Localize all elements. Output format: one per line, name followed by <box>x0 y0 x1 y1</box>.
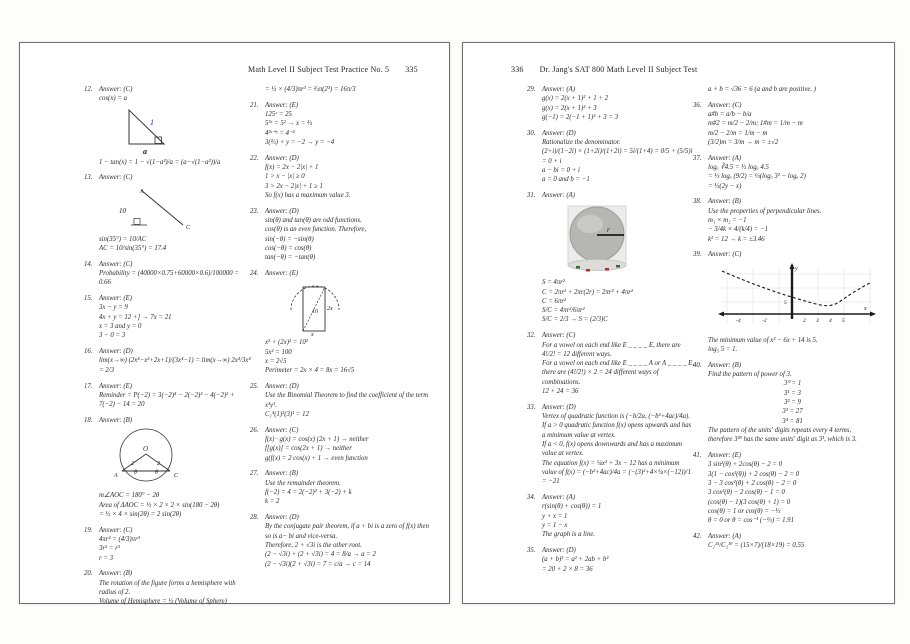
svg-text:A: A <box>114 473 118 480</box>
solution-line: Answer: (E) <box>99 382 133 390</box>
solution-line: m#2 = m/2 − 2/m; 1#m = 1/m − m <box>708 120 803 128</box>
answer-item <box>84 173 252 253</box>
solution-line: 5x² = 100 <box>265 348 292 356</box>
svg-text:a: a <box>143 146 147 156</box>
answer-item <box>693 197 877 243</box>
solution-line: Answer: (B) <box>99 570 133 578</box>
left-page <box>19 42 450 604</box>
solution-body <box>265 269 434 375</box>
item-number: 21. <box>250 101 259 109</box>
answer-item <box>84 526 252 563</box>
solution-line: Answer: (C) <box>99 86 133 93</box>
solution-line: C = 2πr² + 2πr(2r) = 2πr² + 4πr² <box>542 288 633 296</box>
answer-item <box>84 347 252 375</box>
solution-line: The rotation of the figure forms a hemisphere with radius of 2. <box>99 579 236 596</box>
solution-line: r(sin(θ) + cos(θ)) = 1 <box>542 503 602 511</box>
solution-line: 3r² = r³ <box>99 545 120 553</box>
solution-line: Volume of Hemisphere = ½ (Volume of Sphere) <box>99 598 227 606</box>
solution-body <box>265 426 434 463</box>
answer-item <box>84 294 252 340</box>
answer-item <box>527 403 695 487</box>
solution-line: 3 − 3 cos²(θ) + 2 cos(θ) − 2 = 0 <box>708 479 797 487</box>
solution-body <box>708 250 877 354</box>
right-header-title: Dr. Jang's SAT 800 Math Level II Subject Test <box>539 65 698 74</box>
solution-line: a = 0 and b = −1 <box>542 176 590 184</box>
solution-body <box>708 451 877 525</box>
answer-item <box>527 493 695 539</box>
svg-text:C: C <box>186 224 191 231</box>
solution-line: x² + (2x)² = 10² <box>265 339 308 347</box>
item-number <box>250 85 265 94</box>
solution-line: Answer: (A) <box>708 532 742 540</box>
solution-line: cos(−θ) = cos(θ) <box>265 244 312 252</box>
item-number: 24. <box>250 270 259 278</box>
solution-line: f(−2) = 4 = 2(−2)² + 3(−2) + k <box>265 489 352 496</box>
solution-line: If a < 0, f(x) opens downwards and has a maximum value at vertex. <box>542 441 683 458</box>
answer-item <box>250 382 434 419</box>
item-number: 38. <box>693 198 702 206</box>
answer-item <box>84 416 252 519</box>
solution-line: Answer: (C) <box>99 260 133 268</box>
solution-line: a − bi = 0 + i <box>542 166 580 174</box>
svg-text:A: A <box>140 188 144 195</box>
item-number: 15. <box>84 295 93 303</box>
circletriangle-figure <box>107 427 252 489</box>
solution-line: The graph is a line. <box>542 531 596 539</box>
solution-line: 3 > 2x − 2|x| + 1 ≥ 1 <box>265 182 323 190</box>
solution-body <box>542 546 695 574</box>
solution-body <box>99 85 252 167</box>
solution-line: logₐ ∛4.5 = ⅓ logₐ 4.5 <box>708 164 769 172</box>
solution-line: Answer: (D) <box>265 207 299 215</box>
solution-line: lim(x→∞) (2x⁴−x²+2x+1)/(3x⁴−1) = lim(x→∞) 2x⁴/3x⁴ = 2/3 <box>99 357 251 374</box>
item-number: 28. <box>250 514 259 522</box>
solution-line: Answer: (E) <box>708 452 742 460</box>
answer-item <box>84 85 252 167</box>
svg-text:y: y <box>795 265 798 272</box>
solution-line: Answer: (B) <box>265 470 299 478</box>
solution-line: Answer: (C) <box>542 332 576 340</box>
solution-body <box>708 85 877 94</box>
solution-line: = 20 + 2 × 8 = 36 <box>542 565 593 573</box>
solution-line: Answer: (C) <box>99 526 133 534</box>
answer-item <box>250 269 434 375</box>
solution-body <box>542 493 695 539</box>
solution-line: = ⅓(2y − x) <box>708 182 742 190</box>
solution-line: Therefore, 2 + √3i is the other root. <box>265 541 362 549</box>
solution-line: a#b = a/b − b/a <box>708 111 752 119</box>
solution-body <box>265 513 434 569</box>
solution-body <box>99 382 252 410</box>
right-page <box>462 42 895 604</box>
solution-line: The minimum value of x² − 6x + 14 is 5. <box>708 336 818 344</box>
solution-body <box>99 526 252 563</box>
answer-item <box>693 451 877 525</box>
svg-text:2: 2 <box>803 317 806 324</box>
answer-item <box>693 250 877 354</box>
solution-line: m∠AOC = 180° − 2θ <box>99 492 160 500</box>
left-header-title: Math Level II Subject Test Practice No. 5 <box>248 65 390 74</box>
solution-line: r = 3 <box>99 554 114 562</box>
solution-line: Answer: (D) <box>542 546 576 554</box>
item-number: 14. <box>84 260 93 268</box>
graph-figure <box>716 262 877 334</box>
solution-line: k = 2 <box>265 498 280 506</box>
solution-body <box>99 294 252 340</box>
svg-text:5: 5 <box>784 299 787 306</box>
solution-line: C = 6πr² <box>542 297 567 305</box>
answer-item <box>250 207 434 263</box>
solution-line: g(−1) = 2(−1 + 1)² + 3 = 3 <box>542 113 618 121</box>
answer-item <box>250 154 434 200</box>
solution-line: Vertex of quadratic function is (−b/2a, (−b²+4ac)/4a). <box>542 413 690 421</box>
solution-body <box>265 207 434 263</box>
svg-text:-2: -2 <box>762 317 767 324</box>
solution-body <box>542 85 695 122</box>
solution-line: cos(θ) is an even function. Therefore, <box>265 226 367 234</box>
item-number: 22. <box>250 154 259 162</box>
solution-line: Answer: (A) <box>708 154 742 162</box>
solution-line: g(x) = 2(x + 1)² + 3 <box>542 104 597 112</box>
solution-line: By the conjugate pair theorem, if a + bi is a zero of f(x) then so is a− bi and vice-versa. <box>265 523 429 540</box>
svg-text:C: C <box>174 473 179 480</box>
solution-line: = ½ × (4/3)πr³ = ⅔π(2³) = 16π/3 <box>265 86 356 93</box>
item-number: 36. <box>693 101 702 109</box>
solution-line: So f(x) has a maximum value 3. <box>265 191 351 199</box>
solution-line: Reminder = P(−2) = 3(−2)⁴ − 2(−2)³ − 4(−2)² + 7(−2) − 14 = 20 <box>99 391 235 409</box>
solution-line: y = 1 − x <box>542 521 568 529</box>
solution-line: Answer: (B) <box>708 198 742 206</box>
solution-line: S = 4πr² <box>542 279 565 287</box>
solution-line: (3/2)m = 3/m → m = ±√2 <box>708 138 779 146</box>
item-number: 29. <box>527 86 536 93</box>
solution-body <box>265 382 434 419</box>
svg-text:r: r <box>607 226 610 235</box>
item-number: 41. <box>693 452 702 460</box>
solution-body <box>542 191 695 325</box>
answer-item <box>84 260 252 288</box>
solution-line: 5³ˣ = 5² → x = ⅔ <box>265 120 313 128</box>
sphere-figure <box>550 202 695 276</box>
solution-line: Answer: (C) <box>708 101 742 109</box>
solution-line: Answer: (C) <box>265 426 299 434</box>
solution-line: 3(⅔) + y = −2 → y = −4 <box>265 138 335 146</box>
item-number: 34. <box>527 494 536 501</box>
solution-body <box>708 197 877 243</box>
circlerect-figure <box>273 280 434 336</box>
solution-line: Answer: (C) <box>708 251 742 259</box>
svg-text:2: 2 <box>131 461 134 468</box>
solution-body <box>542 331 695 396</box>
answer-item <box>693 154 877 191</box>
solution-line: Answer: (D) <box>542 403 576 411</box>
svg-text:-4: -4 <box>736 317 741 324</box>
solution-line: 4x + y = 12 +] → 7x = 21 <box>99 313 172 321</box>
svg-text:x: x <box>311 332 314 337</box>
solution-line: (2 − √3i) + (2 + √3i) = 4 = 8/a → a = 2 <box>265 551 376 559</box>
solution-line: Answer: (A) <box>542 494 576 501</box>
solution-line: Area of ΔAOC = ½ × 2 × 2 × sin(180 − 2θ) <box>99 501 220 509</box>
solution-line: Use the properties of perpendicular lines. <box>708 207 822 215</box>
solution-line: The pattern of the units' digits repeats every 4 terms, therefore 3²⁹ has the same units' digit as 3¹, which is 3. <box>708 426 857 444</box>
item-number: 20. <box>84 570 93 578</box>
solution-line: 3 − 0 = 3 <box>99 332 126 340</box>
answer-continuation <box>693 85 877 94</box>
solution-line: 3³ = 27 <box>782 408 803 416</box>
solution-line: (cos(θ) − 1)(3 cos(θ) + 1) = 0 <box>708 498 791 506</box>
right-page-number: 336 <box>511 65 524 74</box>
item-number: 23. <box>250 207 259 215</box>
answer-item <box>250 469 434 506</box>
triangle-figure <box>107 106 252 156</box>
solution-line: 3(1 − cos²(θ)) + 2 cos(θ) − 2 = 0 <box>708 470 800 478</box>
solution-line: sin(θ) and tan(θ) are odd functions. <box>265 217 362 225</box>
item-number: 16. <box>84 348 93 356</box>
answer-item <box>527 331 695 396</box>
item-number: 35. <box>527 546 536 554</box>
solution-line: Answer: (A) <box>542 191 576 199</box>
solution-line: Answer: (D) <box>99 348 133 356</box>
solution-line: 1 > x − |x| ≥ 0 <box>265 173 305 181</box>
solution-line: (a + b)² = a² + 2ab + b² <box>542 556 609 564</box>
solution-line: Answer: (B) <box>708 361 742 369</box>
solution-line: 3⁰ = 1 <box>783 380 802 388</box>
solution-body <box>99 416 252 519</box>
solution-body <box>99 260 252 288</box>
solution-line: For a vowel on each end like E _ _ _ _ E, there are 4!/2! = 12 different ways. <box>542 341 681 358</box>
solution-line: cos(x) = a <box>99 95 127 103</box>
solution-line: 3⁴ = 81 <box>782 417 803 425</box>
solution-line: For a vowel on each end like E _ _ _ _ A or A _ _ _ _ E, there are (4!/2!) × 2 = 24 different ways of combinations. <box>542 360 695 386</box>
solution-line: C₂¹⁵/C₂¹⁹ = (15×7)/(18×19) = 0.55 <box>708 542 805 550</box>
solution-body <box>265 154 434 200</box>
solution-line: θ = 0 or θ = cos⁻¹ (−⅓) = 1.91 <box>708 517 794 525</box>
solution-line: Answer: (D) <box>265 514 299 522</box>
item-number: 27. <box>250 470 259 478</box>
solution-line: 3 sin²(θ) + 2cos(θ) − 2 = 0 <box>708 461 783 469</box>
item-number: 31. <box>527 191 536 199</box>
solution-line: f(x) = 2x − 2|x| + 1 <box>265 164 319 172</box>
item-number <box>693 85 708 94</box>
solution-line: = ⅓ logₐ (9/2) = ⅓(logₐ 3² − logₐ 2) <box>708 173 806 181</box>
svg-text:10: 10 <box>312 309 318 316</box>
solution-line: Find the pattern of power of 3. <box>708 371 792 379</box>
svg-text:O: O <box>143 445 149 454</box>
solution-line: 125ˣ = 25 <box>265 111 292 119</box>
solution-line: Answer: (C) <box>99 174 133 182</box>
answer-item <box>527 85 695 122</box>
item-number: 26. <box>250 426 259 434</box>
answer-item <box>527 129 695 185</box>
solution-body <box>708 154 877 191</box>
solution-line: Use the remainder theorem. <box>265 479 341 487</box>
solution-line: (2+i)/(1−2i) × (1+2i)/(1+2i) = 5i/(1+4) = 0/5 + (5/5)i = 0 + i <box>542 148 693 165</box>
solution-line: Answer: (D) <box>265 383 299 391</box>
solution-body <box>708 532 877 551</box>
solution-line: Answer: (B) <box>99 416 133 424</box>
solution-line: 4πr² = (4/3)πr³ <box>99 535 140 543</box>
solution-line: g(f(x) = 2 cos(x) + 1 → even function <box>265 454 368 462</box>
svg-text:θ: θ <box>155 470 158 477</box>
solution-body <box>542 403 695 487</box>
answer-item <box>250 426 434 463</box>
solution-line: m/2 − 2/m = 1/m − m <box>708 129 768 137</box>
solution-line: Answer: (D) <box>265 154 299 162</box>
right-page-column-1 <box>527 85 695 580</box>
solution-line: Answer: (E) <box>99 295 133 303</box>
solution-body <box>542 129 695 185</box>
svg-text:2x: 2x <box>327 306 333 313</box>
solution-line: 3¹ = 3 <box>784 389 801 397</box>
solution-line: Rationalize the denominator. <box>542 138 621 146</box>
right-page-header <box>511 65 697 74</box>
solution-line: f[g(x)] = cos(2x + 1) → neither <box>265 445 352 453</box>
item-number: 17. <box>84 382 93 390</box>
answer-item <box>527 191 695 325</box>
right-page-column-2 <box>693 85 877 557</box>
answer-item <box>250 101 434 147</box>
item-number: 32. <box>527 332 536 340</box>
solution-line: sin(35°) = 10/AC <box>99 235 147 243</box>
solution-line: f(x) · g(x) = cos(x) (2x + 1) → neither <box>265 436 369 444</box>
solution-body <box>708 361 877 445</box>
solution-line: Answer: (A) <box>542 86 576 93</box>
svg-text:x: x <box>864 305 867 312</box>
solution-line: AC = 10/sin(35°) = 17.4 <box>99 244 167 252</box>
svg-text:2: 2 <box>157 461 160 468</box>
answer-item <box>693 101 877 147</box>
solution-line: x = 3 and y = 0 <box>99 323 142 331</box>
item-number: 37. <box>693 154 702 162</box>
left-page-column-2 <box>250 85 434 575</box>
answer-item <box>527 546 695 574</box>
solution-line: S/C = 4πr²/6πr² <box>542 307 585 315</box>
item-number: 40. <box>693 361 702 369</box>
left-page-column-1 <box>84 85 252 613</box>
item-number: 12. <box>84 86 93 93</box>
solution-line: Use the Binomial Theorem to find the coefficient of the term x³y¹. <box>265 392 429 409</box>
solution-line: x = 2√5 <box>265 357 287 365</box>
solution-line: Answer: (E) <box>265 270 299 278</box>
solution-body <box>265 85 434 94</box>
solution-body <box>265 101 434 147</box>
solution-line: log₅ 5 = 1. <box>708 346 738 354</box>
solution-line: Probability = (40000×0.75+60000×0.6)/100000 = 0.66 <box>99 270 239 287</box>
svg-text:θ: θ <box>134 470 137 477</box>
left-page-header <box>248 65 418 74</box>
item-number: 13. <box>84 174 93 182</box>
solution-line: Answer: (D) <box>542 129 576 137</box>
solution-body <box>708 101 877 147</box>
answer-item <box>84 569 252 606</box>
solution-line: If a > 0 quadratic function f(x) opens upwards and has a minimum value at vertex. <box>542 422 692 439</box>
solution-line: sin(−θ) = −sin(θ) <box>265 235 314 243</box>
item-number: 42. <box>693 532 702 540</box>
solution-line: − 3/4k × 4/(k/4) = −1 <box>708 226 769 234</box>
svg-text:5: 5 <box>842 317 845 324</box>
item-number: 19. <box>84 526 93 534</box>
solution-line: S/C = 2/3 → S = (2/3)C <box>542 316 608 324</box>
answer-item <box>693 532 877 551</box>
solution-line: 3 cos²(θ) − 2 cos(θ) − 1 = 0 <box>708 489 785 497</box>
solution-body <box>99 173 252 253</box>
solution-body <box>99 347 252 375</box>
item-number: 39. <box>693 251 702 259</box>
solution-line: a + b = √36 = 6 (a and b are positive. ) <box>708 86 817 93</box>
answer-item <box>693 361 877 445</box>
answer-item <box>84 382 252 410</box>
solution-line: C₁⁴(1)³(3)¹ = 12 <box>265 410 309 418</box>
slantline-figure <box>107 185 252 233</box>
solution-line: m₁ × m₂ = −1 <box>708 217 747 225</box>
svg-text:1: 1 <box>150 117 154 127</box>
solution-line: tan(−θ) = −tan(θ) <box>265 254 316 262</box>
solution-line: 3x − y = 9 <box>99 304 128 312</box>
solution-line: = ½ × 4 × sin(2θ) = 2 sin(2θ) <box>99 510 182 518</box>
item-number: 33. <box>527 403 536 411</box>
answer-item <box>250 513 434 569</box>
answer-continuation <box>250 85 434 94</box>
svg-text:3: 3 <box>816 317 819 324</box>
left-page-number: 335 <box>405 65 418 74</box>
solution-line: 3² = 9 <box>784 399 801 407</box>
solution-line: cos(θ) = 1 or cos(θ) = −⅓ <box>708 507 781 515</box>
solution-line: 1 − tan(x) = 1 − √(1−a²)/a = (a−√(1−a²))/a <box>99 158 221 166</box>
item-number: 30. <box>527 129 536 137</box>
svg-text:4: 4 <box>829 317 832 324</box>
solution-line: (2 − √3i)(2 + √3i) = 7 = c/a → c = 14 <box>265 560 371 568</box>
solution-body <box>99 569 252 606</box>
solution-line: k² = 12 → k = ±3.46 <box>708 235 765 243</box>
solution-line: y + x = 1 <box>542 512 568 520</box>
solution-line: Answer: (E) <box>265 101 299 109</box>
solution-line: g(x) = 2(x + 1)² + 1 + 2 <box>542 95 609 103</box>
item-number: 25. <box>250 383 259 391</box>
svg-text:10: 10 <box>119 206 126 215</box>
solution-line: 12 + 24 = 36 <box>542 388 579 396</box>
solution-body <box>265 469 434 506</box>
solution-line: The equation f(x) = ¼x² + 3x − 12 has a minimum value of f(x) = (−b²+4ac)/4a = (−(3)²+4×¼×(−12))/1 = −21 <box>542 459 691 486</box>
solution-line: Perimeter = 2x × 4 = 8x = 16√5 <box>265 367 355 375</box>
item-number: 18. <box>84 416 93 424</box>
solution-line: 4³ˣ⁺ʸ = 4⁻² <box>265 129 295 137</box>
